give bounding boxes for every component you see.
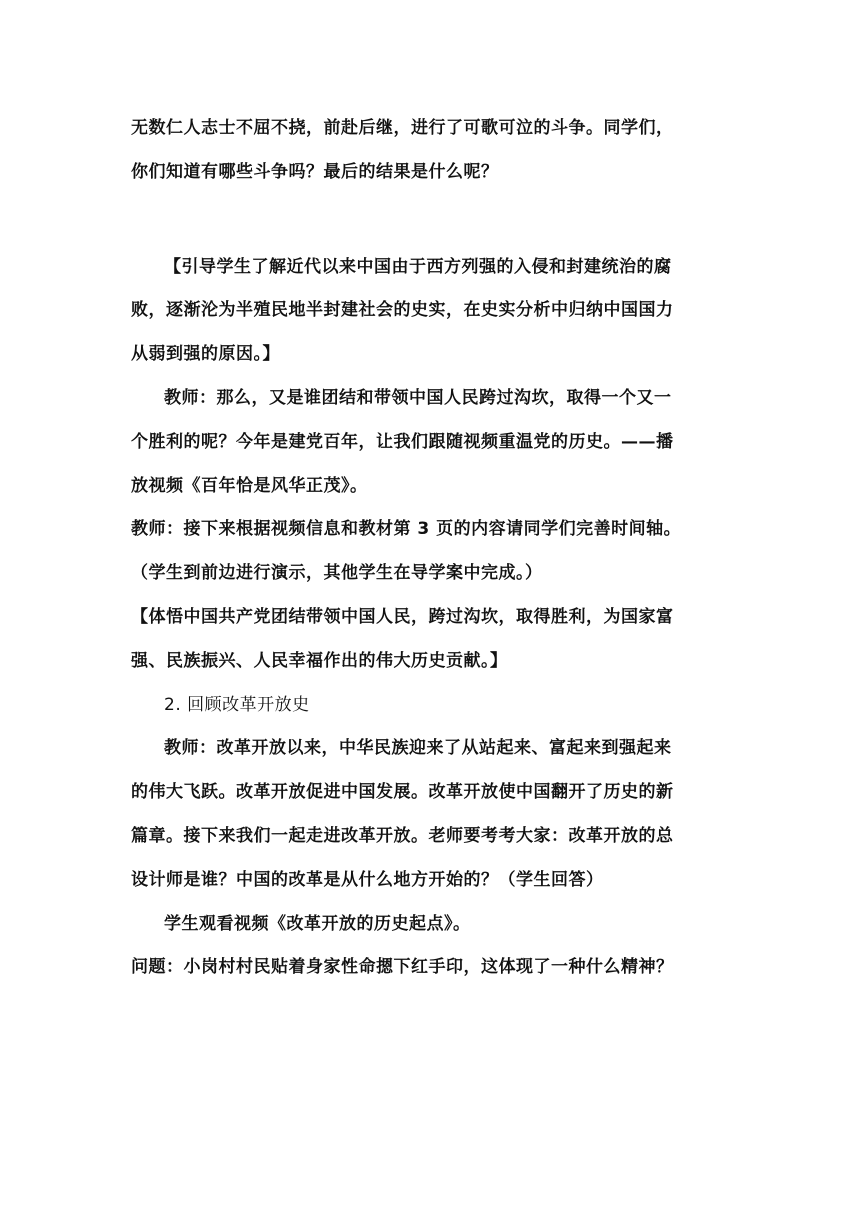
teacher-dialogue-line: 的伟大飞跃。改革开放促进中国发展。改革开放使中国翻开了历史的新 <box>131 782 674 802</box>
teacher-dialogue-line: 教师：那么，又是谁团结和带领中国人民跨过沟坎，取得一个又一 <box>164 388 672 408</box>
teacher-dialogue-line: 个胜利的呢？今年是建党百年，让我们跟随视频重温党的历史。——播 <box>131 432 674 452</box>
question-line: 问题：小岗村村民贴着身家性命摁下红手印，这体现了一种什么精神？ <box>131 957 674 977</box>
teacher-dialogue-line: 篇章。接下来我们一起走进改革开放。老师要考考大家：改革开放的总 <box>131 826 674 846</box>
reflection-note-line: 强、民族振兴、人民幸福作出的伟大历史贡献。】 <box>131 651 508 671</box>
student-activity-line: 学生观看视频《改革开放的历史起点》。 <box>164 914 471 934</box>
student-activity-line: （学生到前边进行演示，其他学生在导学案中完成。） <box>131 563 543 583</box>
teacher-dialogue-line: 设计师是谁？中国的改革是从什么地方开始的？（学生回答） <box>131 870 604 890</box>
teacher-dialogue-line: 教师：改革开放以来，中华民族迎来了从站起来、富起来到强起来 <box>164 738 672 758</box>
guidance-note-line: 败，逐渐沦为半殖民地半封建社会的史实，在史实分析中归纳中国国力 <box>131 300 674 320</box>
paragraph-line: 你们知道有哪些斗争吗？最后的结果是什么呢？ <box>131 162 499 182</box>
reflection-note-line: 【体悟中国共产党团结带领中国人民，跨过沟坎，取得胜利，为国家富 <box>131 607 674 627</box>
section-heading: 2. 回顾改革开放史 <box>164 695 310 715</box>
paragraph-line: 无数仁人志士不屈不挠，前赴后继，进行了可歌可泣的斗争。同学们， <box>131 118 674 138</box>
teacher-dialogue-line: 放视频《百年恰是风华正茂》。 <box>131 476 368 496</box>
guidance-note-line: 【引导学生了解近代以来中国由于西方列强的入侵和封建统治的腐 <box>164 257 672 277</box>
guidance-note-line: 从弱到强的原因。】 <box>131 344 280 364</box>
teacher-instruction-line: 教师：接下来根据视频信息和教材第 3 页的内容请同学们完善时间轴。 <box>131 519 682 539</box>
